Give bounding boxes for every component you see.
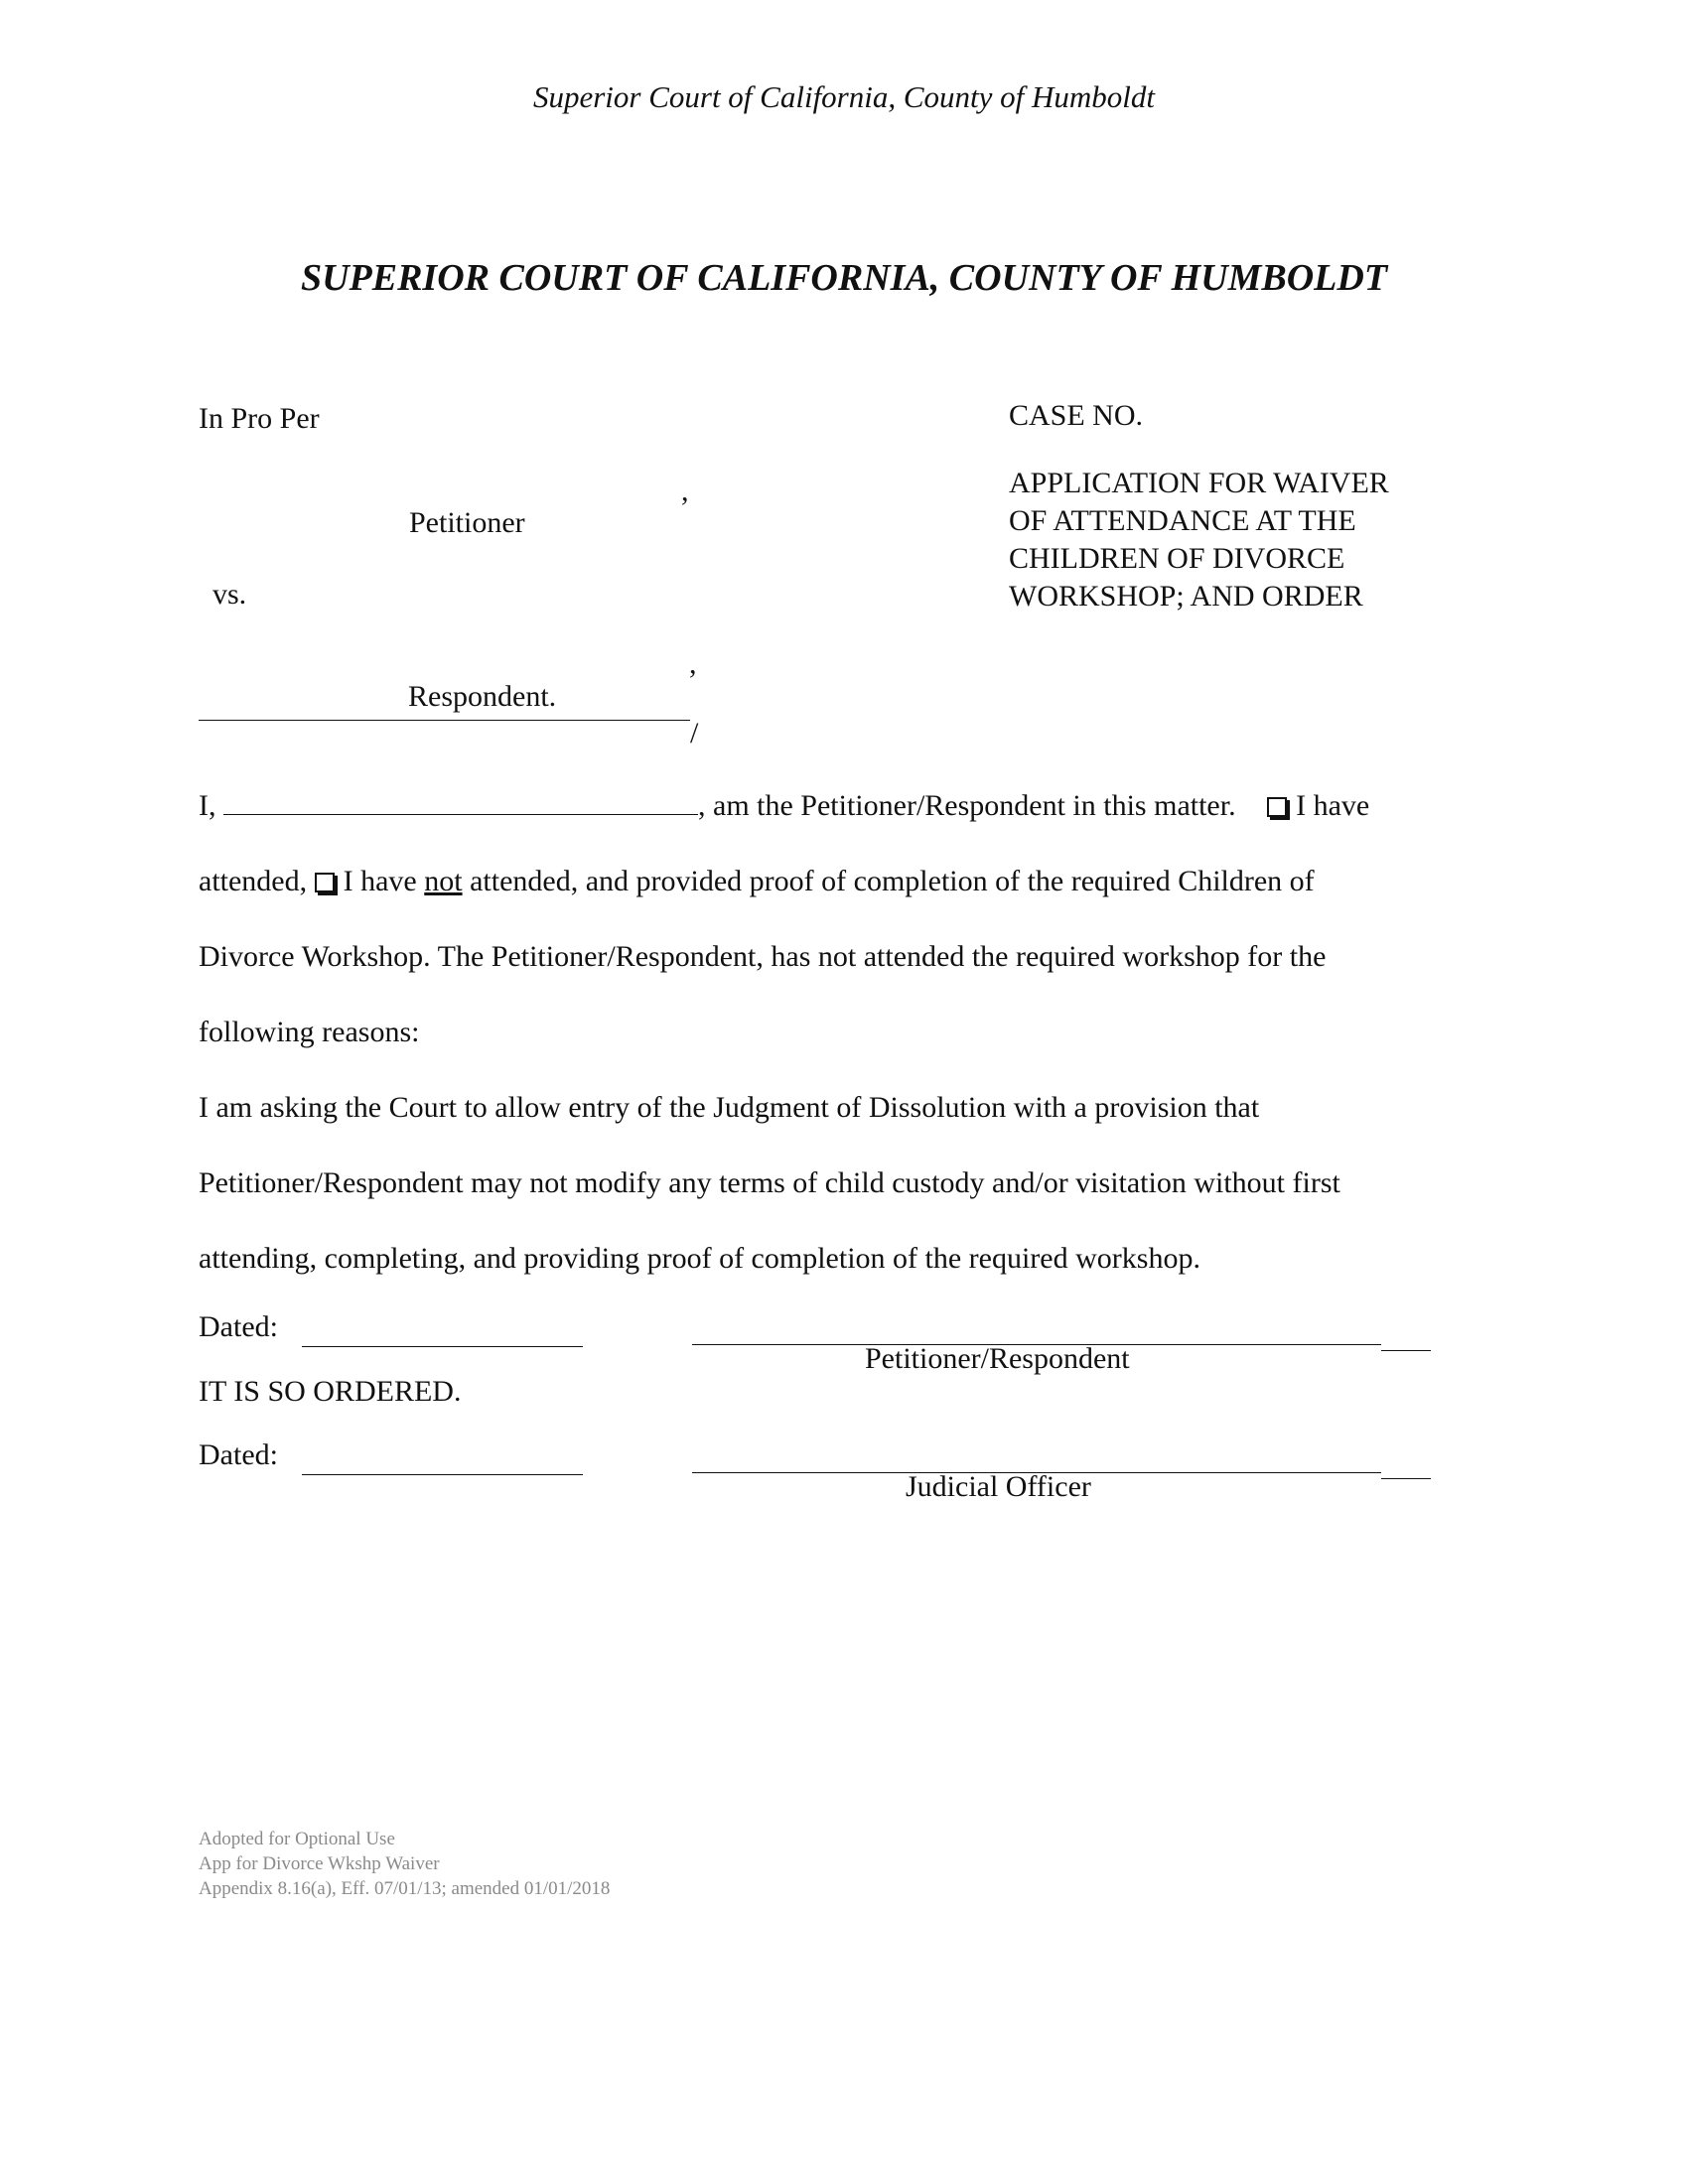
doc-title-line: APPLICATION FOR WAIVER	[1009, 467, 1389, 499]
attended-option-label-cont: attended,	[199, 865, 308, 897]
petitioner-signature-line-tail	[1381, 1350, 1431, 1351]
caption-divider-line	[199, 720, 690, 721]
petitioner-label: Petitioner	[409, 506, 525, 539]
doc-title-line: WORKSHOP; AND ORDER	[1009, 580, 1363, 613]
so-ordered-label: IT IS SO ORDERED.	[199, 1375, 462, 1408]
attended-option-label: I have	[1296, 789, 1370, 822]
judicial-officer-label: Judicial Officer	[906, 1470, 1091, 1503]
case-no-label: CASE NO.	[1009, 399, 1144, 432]
footer-line: Appendix 8.16(a), Eff. 07/01/13; amended 01/01/2018	[199, 1878, 611, 1899]
body-line-5: I am asking the Court to allow entry of the Judgment of Dissolution with a provision that	[199, 1091, 1260, 1124]
respondent-label: Respondent.	[408, 680, 557, 713]
body-line-7: attending, completing, and providing proof of completion of the required workshop.	[199, 1242, 1200, 1275]
court-title: SUPERIOR COURT OF CALIFORNIA, COUNTY OF HUMBOLDT	[300, 257, 1388, 299]
form-footer	[199, 1827, 610, 1901]
date-blank-line-2[interactable]	[302, 1474, 583, 1475]
doc-title-line: OF ATTENDANCE AT THE	[1009, 504, 1356, 537]
body-line-1	[199, 789, 1369, 823]
caption-slash: /	[690, 717, 699, 750]
dated-label-1: Dated:	[199, 1310, 278, 1343]
body-i-label: I,	[199, 789, 216, 822]
body-line-3: Divorce Workshop. The Petitioner/Respondent, has not attended the required workshop for the	[199, 940, 1327, 973]
respondent-comma: ,	[689, 647, 697, 680]
document-title-block	[1009, 465, 1389, 615]
dated-label-2: Dated:	[199, 1438, 278, 1471]
footer-line: App for Divorce Wkshp Waiver	[199, 1853, 440, 1874]
in-pro-per-label: In Pro Per	[199, 402, 320, 435]
body-line2-text: attended, and provided proof of completion of the required Children of	[470, 865, 1315, 897]
running-header: Superior Court of California, County of Humboldt	[532, 79, 1156, 114]
not-attended-label: I have	[343, 865, 417, 897]
doc-title-line: CHILDREN OF DIVORCE	[1009, 542, 1345, 575]
not-attended-checkbox[interactable]	[315, 873, 335, 892]
name-blank-line[interactable]	[223, 790, 698, 815]
attended-checkbox[interactable]	[1267, 797, 1287, 817]
vs-label: vs.	[212, 578, 247, 611]
petitioner-comma: ,	[681, 475, 689, 507]
body-line1-text: , am the Petitioner/Respondent in this matter.	[698, 789, 1236, 822]
judicial-signature-line-tail	[1381, 1478, 1431, 1479]
body-line-2	[199, 865, 1315, 898]
not-underlined-word: not	[424, 865, 463, 897]
date-blank-line-1[interactable]	[302, 1346, 583, 1347]
body-line-4: following reasons:	[199, 1016, 420, 1048]
footer-line: Adopted for Optional Use	[199, 1829, 395, 1849]
body-line-6: Petitioner/Respondent may not modify any terms of child custody and/or visitation without first	[199, 1166, 1340, 1199]
petitioner-respondent-signature-label: Petitioner/Respondent	[865, 1342, 1130, 1375]
